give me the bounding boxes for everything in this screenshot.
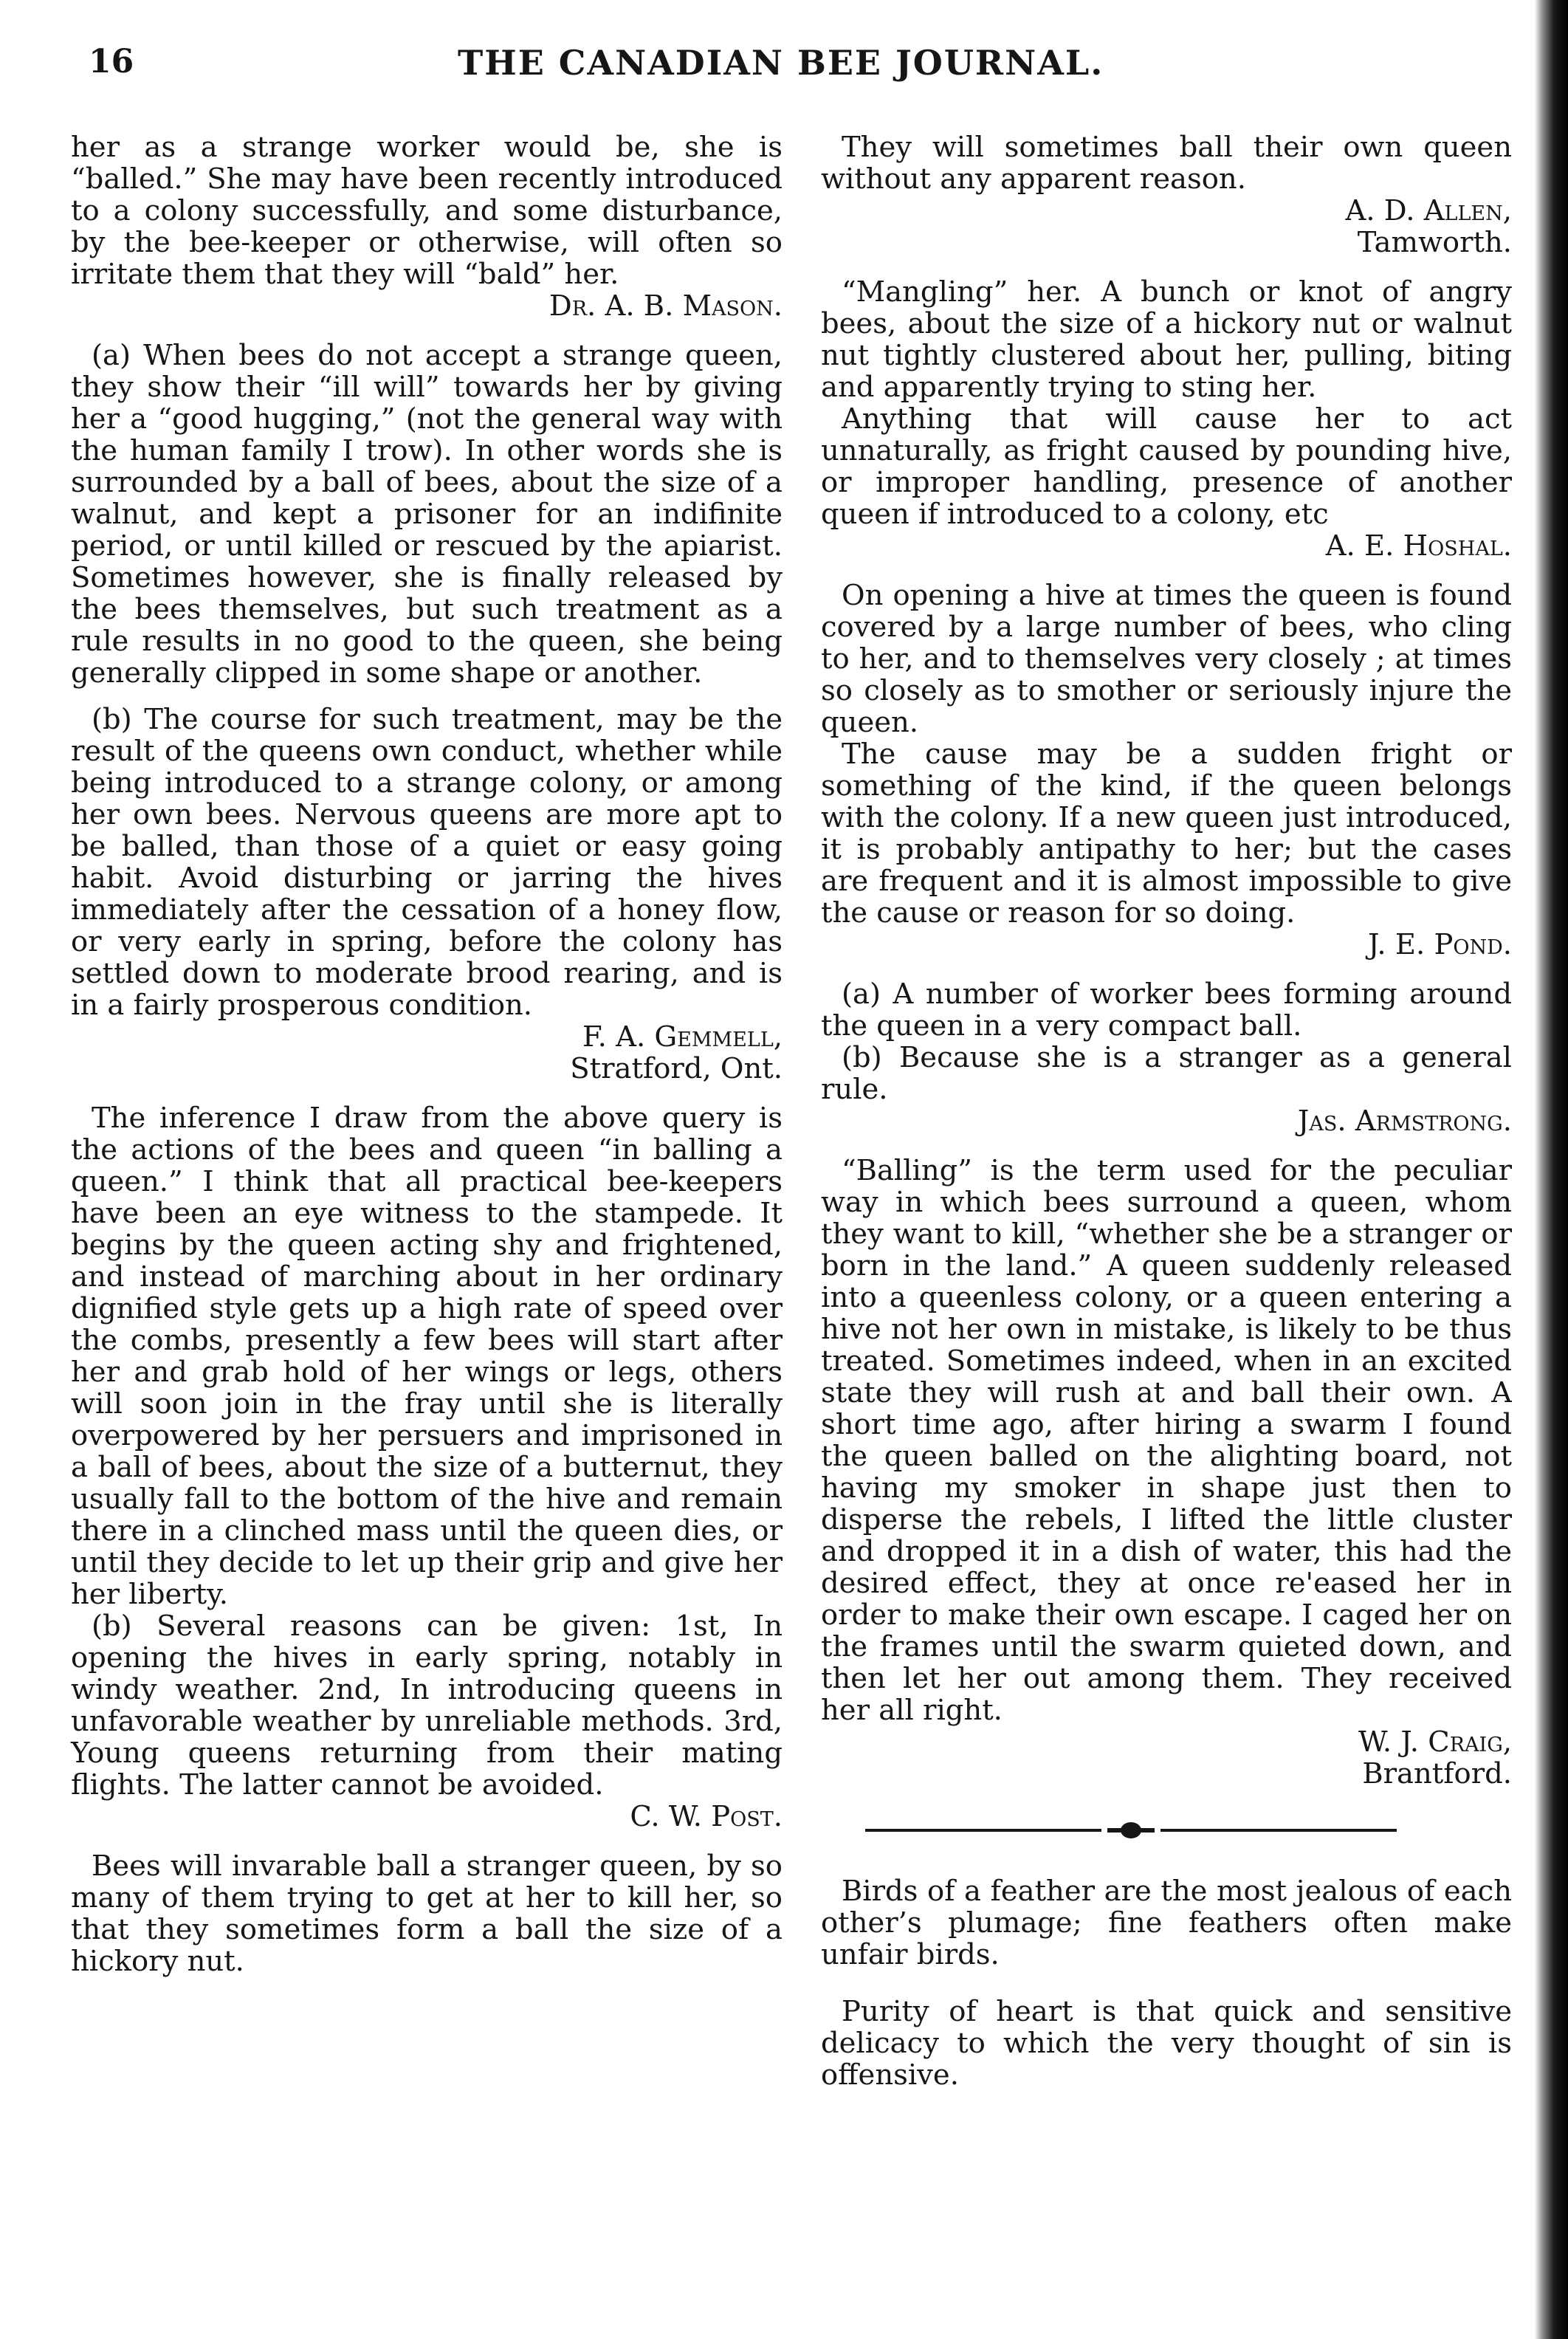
allen-place: Tamworth. [1357, 226, 1512, 259]
post-part-a: The inference I draw from the above query is the actions of the bees and queen “in balling a queen.” I think that all practical bee-keepers have been an eye witness to the stampede. It begins by the queen acting shy and frightened, and instead of marching about in her ordinary dignified style gets up a high rate of speed over the combs, presently a few bees will start after her and grab hold of her wings or legs, others will soon join in the fray until she is literally overpowered by her persuers and imprisoned in a ball of bees, about the size of a butternut, they usually fall to the bottom of the hive and remain there in a clinched mass until the queen dies, or until they decide to let up their grip and give her her liberty. [71, 1102, 783, 1611]
ornament-icon [1107, 1822, 1155, 1838]
pond-signature: J. E. Pond. [1367, 928, 1512, 961]
mason-answer [71, 131, 783, 322]
proverb-2: Purity of heart is that quick and sensitive delicacy to which the very thought of sin is offensive. [821, 1995, 1512, 2092]
craig-answer [821, 1155, 1512, 1790]
gemmell-signature: F. A. Gemmell, [582, 1020, 783, 1054]
proverb-purity [821, 1996, 1512, 2091]
craig-place: Brantford. [1362, 1757, 1512, 1790]
binding-edge-shadow [1512, 0, 1568, 2339]
allen-answer [821, 131, 1512, 258]
gemmell-part-a: (a) When bees do not accept a strange queen, they show their “ill will” towards her by giving her a “good hugging,” (not the general way with the human family I trow). In other words she is surrounded by a ball of bees, about the size of a walnut, and kept a prisoner for an indifinite period, or until killed or rescued by the apiarist. Sometimes however, she is finally released by the bees themselves, but such treatment as a rule results in no good to the queen, she being generally clipped in some shape or another. [71, 339, 783, 690]
armstrong-signature: Jas. Armstrong. [1297, 1105, 1512, 1138]
craig-signature: W. J. Craig, [1358, 1725, 1512, 1759]
gemmell-part-b: (b) The course for such treatment, may be the result of the queens own conduct, whether while being introduced to a strange colony, or among her own bees. Nervous queens are more apt to be balled, than those of a quiet or easy going habit. Avoid disturbing or jarring the hives immediately after the cessation of a honey flow, or very early in spring, before the colony has settled down to moderate brood rearing, and is in a fairly prosperous condition. [71, 703, 783, 1022]
section-divider [865, 1822, 1397, 1838]
pond-part-b: The cause may be a sudden fright or something of the kind, if the queen belongs with the colony. If a new queen just introduced, it is probably antipathy to her; but the cases are frequent and it is almost impossible to give the cause or reason for so doing. [821, 738, 1512, 930]
mason-text: her as a strange worker would be, she is “balled.” She may have been recently introduced to a colony successfully, and some disturbance, by the bee-keeper or otherwise, will often so irritate them that they will “bald” her. [71, 131, 783, 291]
page-number: 16 [89, 43, 134, 80]
left-column [71, 131, 783, 1977]
post-signature: C. W. Post. [630, 1800, 783, 1833]
page-header [89, 43, 1462, 87]
last-answer [71, 1850, 783, 1977]
hoshal-part-b: Anything that will cause her to act unnaturally, as fright caused by pounding hive, or improper handling, presence of another queen if introduced to a colony, etc [821, 402, 1512, 531]
allen-text: They will sometimes ball their own queen without any apparent reason. [821, 131, 1512, 196]
post-part-b: (b) Several reasons can be given: 1st, In opening the hives in early spring, notably in windy weather. 2nd, In introducing queens in unfavorable weather by unreliable methods. 3rd, Young queens returning from their mating flights. The latter cannot be avoided. [71, 1610, 783, 1802]
proverb-feathers [821, 1875, 1512, 1971]
last-text: Bees will invarable ball a stranger queen, by so many of them trying to get at her to kill her, so that they sometimes form a ball the size of a hickory nut. [71, 1849, 783, 1978]
armstrong-answer [821, 978, 1512, 1137]
gemmell-answer [71, 340, 783, 1085]
armstrong-part-a: (a) A number of worker bees forming around the queen in a very compact ball. [821, 978, 1512, 1043]
pond-part-a: On opening a hive at times the queen is found covered by a large number of bees, who cling to her, and to themselves very closely ; at times so closely as to smother or seriously injure the queen. [821, 579, 1512, 739]
journal-title: THE CANADIAN BEE JOURNAL. [458, 43, 1104, 83]
hoshal-answer [821, 276, 1512, 562]
mason-signature: Dr. A. B. Mason. [549, 289, 783, 323]
right-column [821, 131, 1512, 2091]
proverb-1: Birds of a feather are the most jealous of each other’s plumage; fine feathers often make unfair birds. [821, 1875, 1512, 1971]
craig-text: “Balling” is the term used for the peculiar way in which bees surround a queen, whom they want to kill, “whether she be a stranger or born in the land.” A queen suddenly released into a queenless colony, or a queen entering a hive not her own in mistake, is likely to be thus treated. Sometimes indeed, when in an excited state they will rush at and ball their own. A short time ago, after hiring a swarm I found the queen balled on the alighting board, not having my smoker in shape just then to disperse the rebels, I lifted the little cluster and dropped it in a dish of water, this had the desired effect, they at once re'eased her in order to make their own escape. I caged her on the frames until the swarm quieted down, and then let her out among them. They received her all right. [821, 1154, 1512, 1727]
hoshal-part-a: “Mangling” her. A bunch or knot of angry bees, about the size of a hickory nut or walnut nut tightly clustered about her, pulling, biting and apparently trying to sting her. [821, 275, 1512, 404]
pond-answer [821, 580, 1512, 961]
hoshal-signature: A. E. Hoshal. [1325, 529, 1512, 563]
post-answer [71, 1102, 783, 1833]
armstrong-part-b: (b) Because she is a stranger as a general rule. [821, 1041, 1512, 1106]
allen-signature: A. D. Allen, [1345, 194, 1512, 227]
gemmell-place: Stratford, Ont. [570, 1052, 783, 1085]
